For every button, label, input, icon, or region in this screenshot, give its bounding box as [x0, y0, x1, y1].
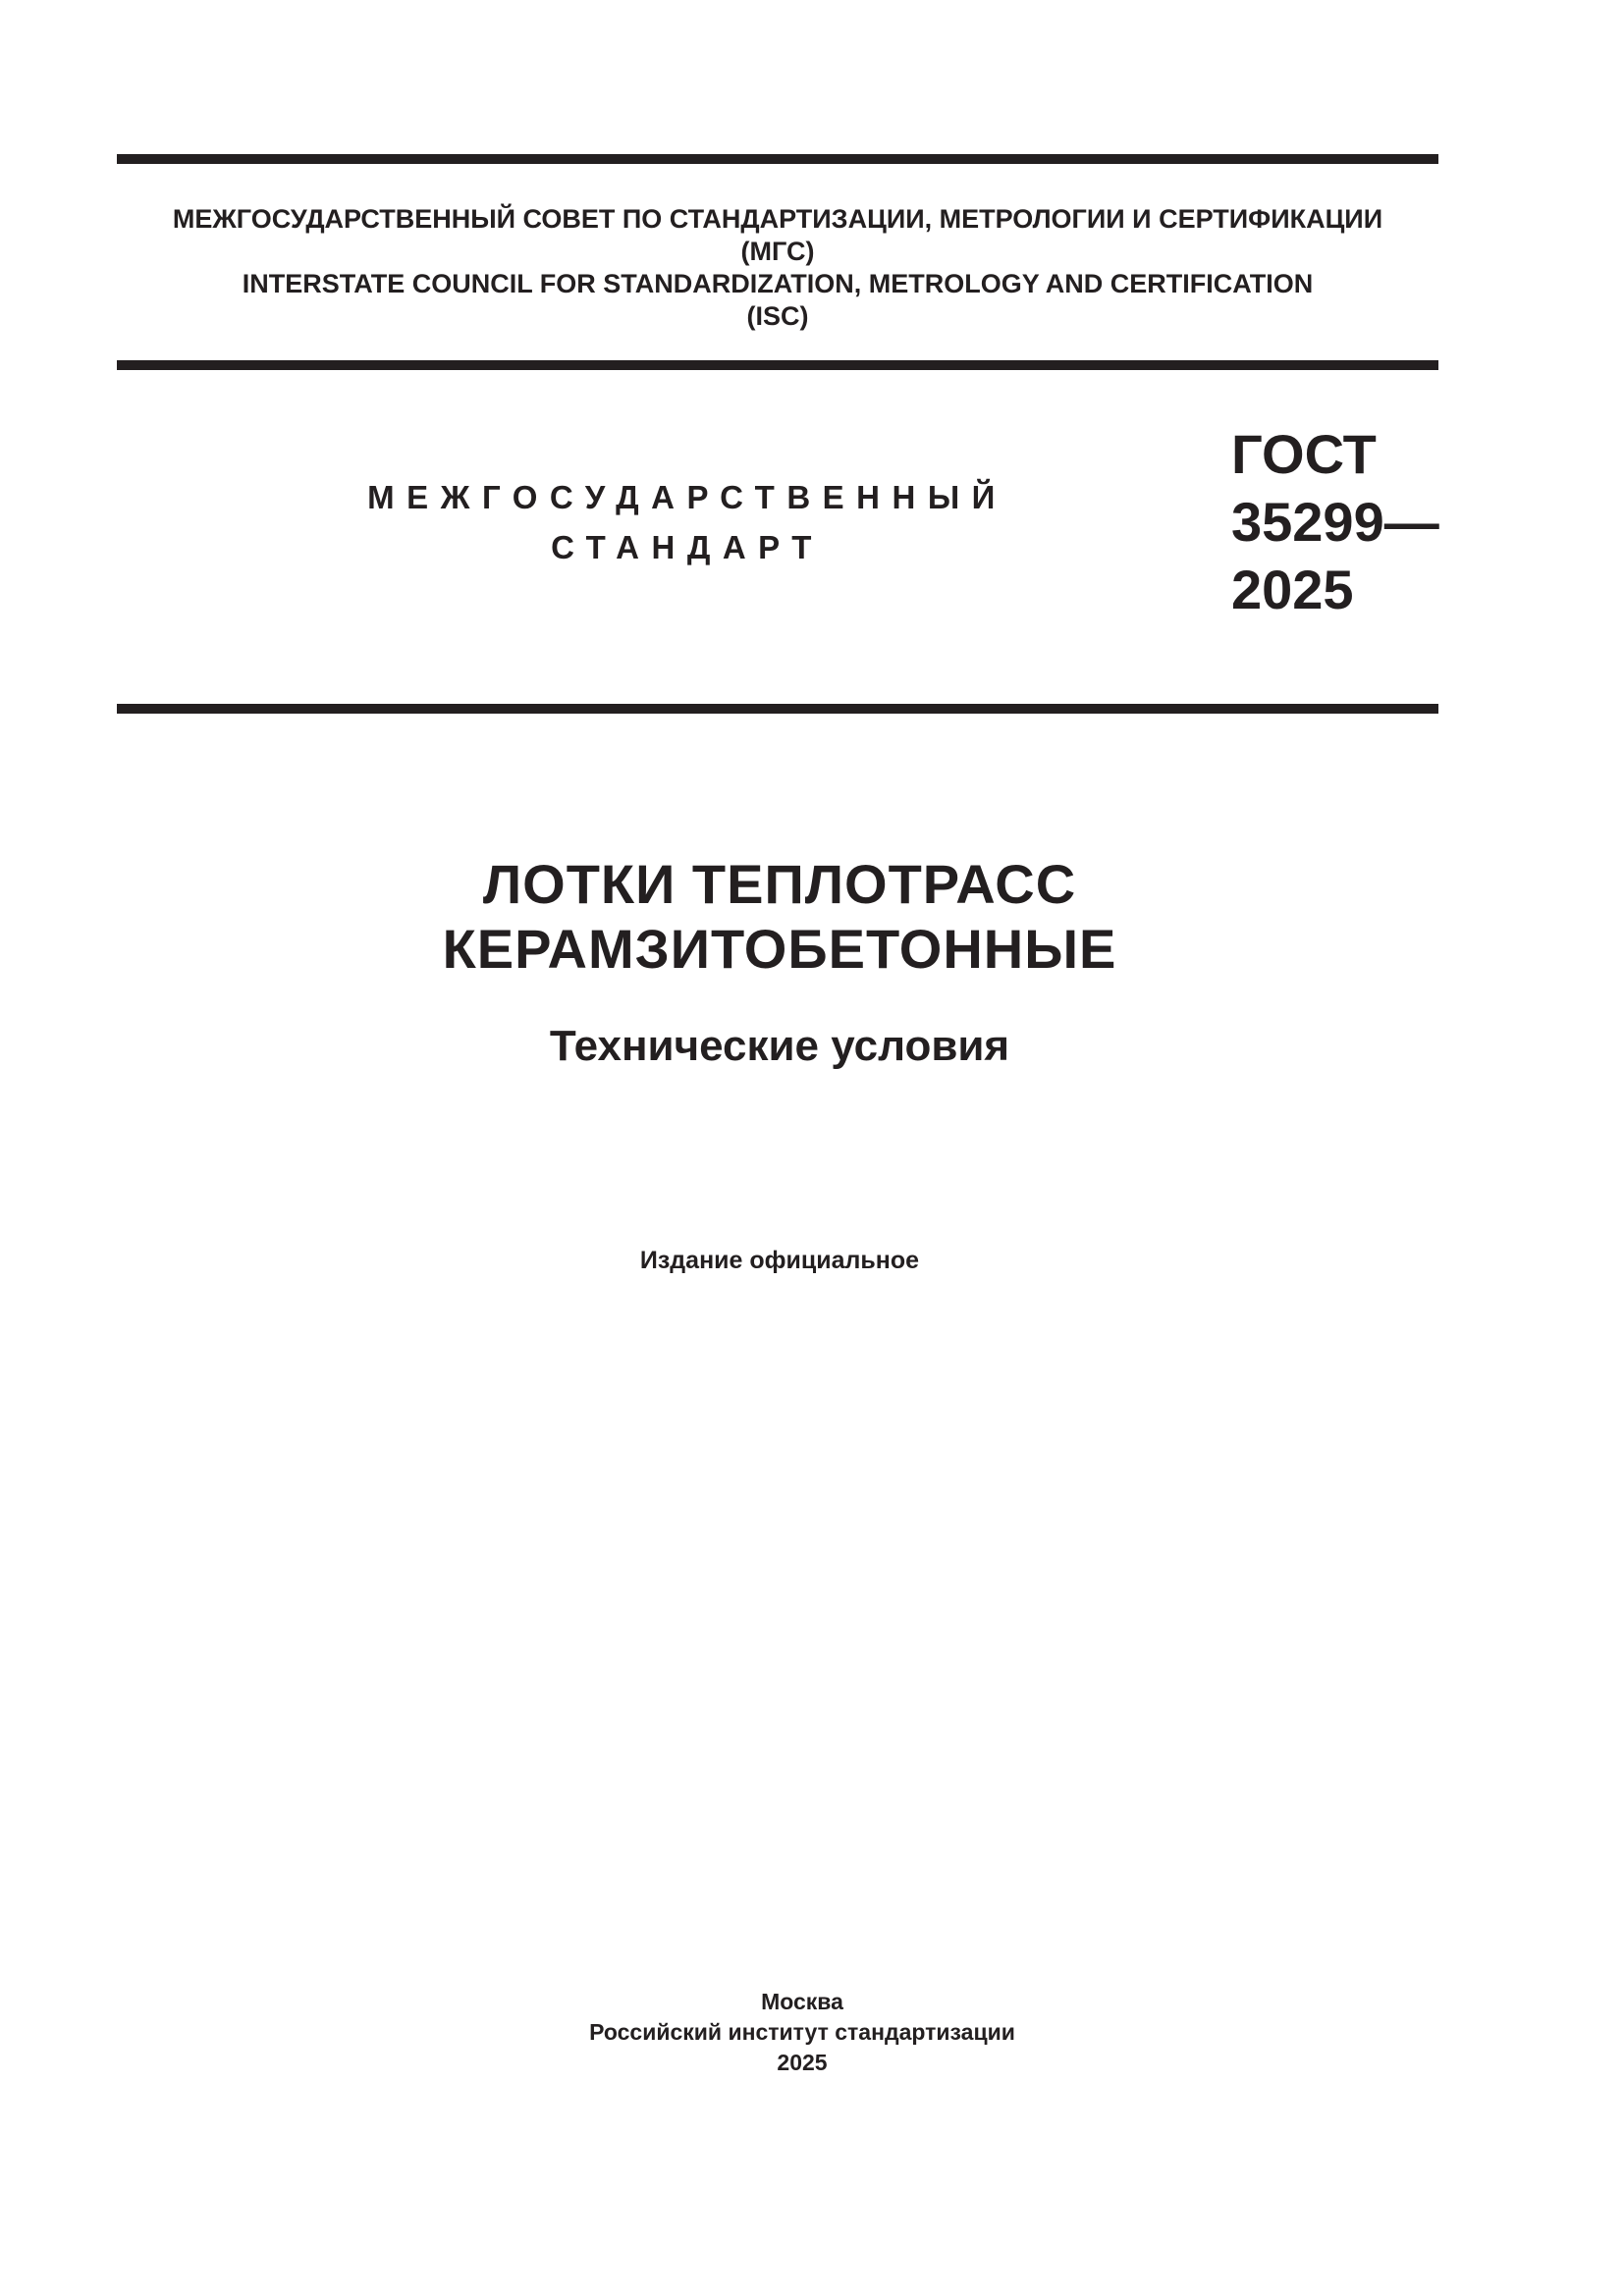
- edition-note: Издание официальное: [639, 1247, 920, 1274]
- designation-line2: 35299—: [1231, 491, 1439, 553]
- council-name-ru: МЕЖГОСУДАРСТВЕННЫЙ СОВЕТ ПО СТАНДАРТИЗАЦИИ, МЕТРОЛОГИИ И СЕРТИФИКАЦИИ: [172, 204, 1383, 234]
- designation-rule: [117, 704, 1438, 714]
- top-rule: [117, 154, 1438, 164]
- imprint: [0, 1987, 1604, 2078]
- designation-line3: 2025: [1231, 559, 1354, 620]
- title-line1: ЛОТКИ ТЕПЛОТРАСС: [482, 853, 1077, 915]
- imprint-publisher: Российский институт стандартизации: [589, 2019, 1015, 2045]
- council-header: [117, 203, 1438, 333]
- imprint-city: Москва: [761, 1989, 843, 2014]
- title-line2: КЕРАМЗИТОБЕТОННЫЕ: [442, 918, 1117, 980]
- standard-type-line1: МЕЖГОСУДАРСТВЕННЫЙ: [367, 479, 1007, 515]
- document-title: [0, 852, 1559, 982]
- designation-line1: ГОСТ: [1231, 423, 1377, 485]
- imprint-year: 2025: [777, 2050, 828, 2075]
- council-name-en: INTERSTATE COUNCIL FOR STANDARDIZATION, METROLOGY AND CERTIFICATION: [242, 269, 1314, 298]
- council-abbr-ru: (МГС): [740, 237, 815, 266]
- council-abbr-en: (ISC): [746, 301, 809, 331]
- standard-designation: [1231, 420, 1439, 623]
- standard-type-line2: СТАНДАРТ: [551, 529, 824, 565]
- document-subtitle: Технические условия: [549, 1022, 1010, 1070]
- council-rule: [117, 360, 1438, 370]
